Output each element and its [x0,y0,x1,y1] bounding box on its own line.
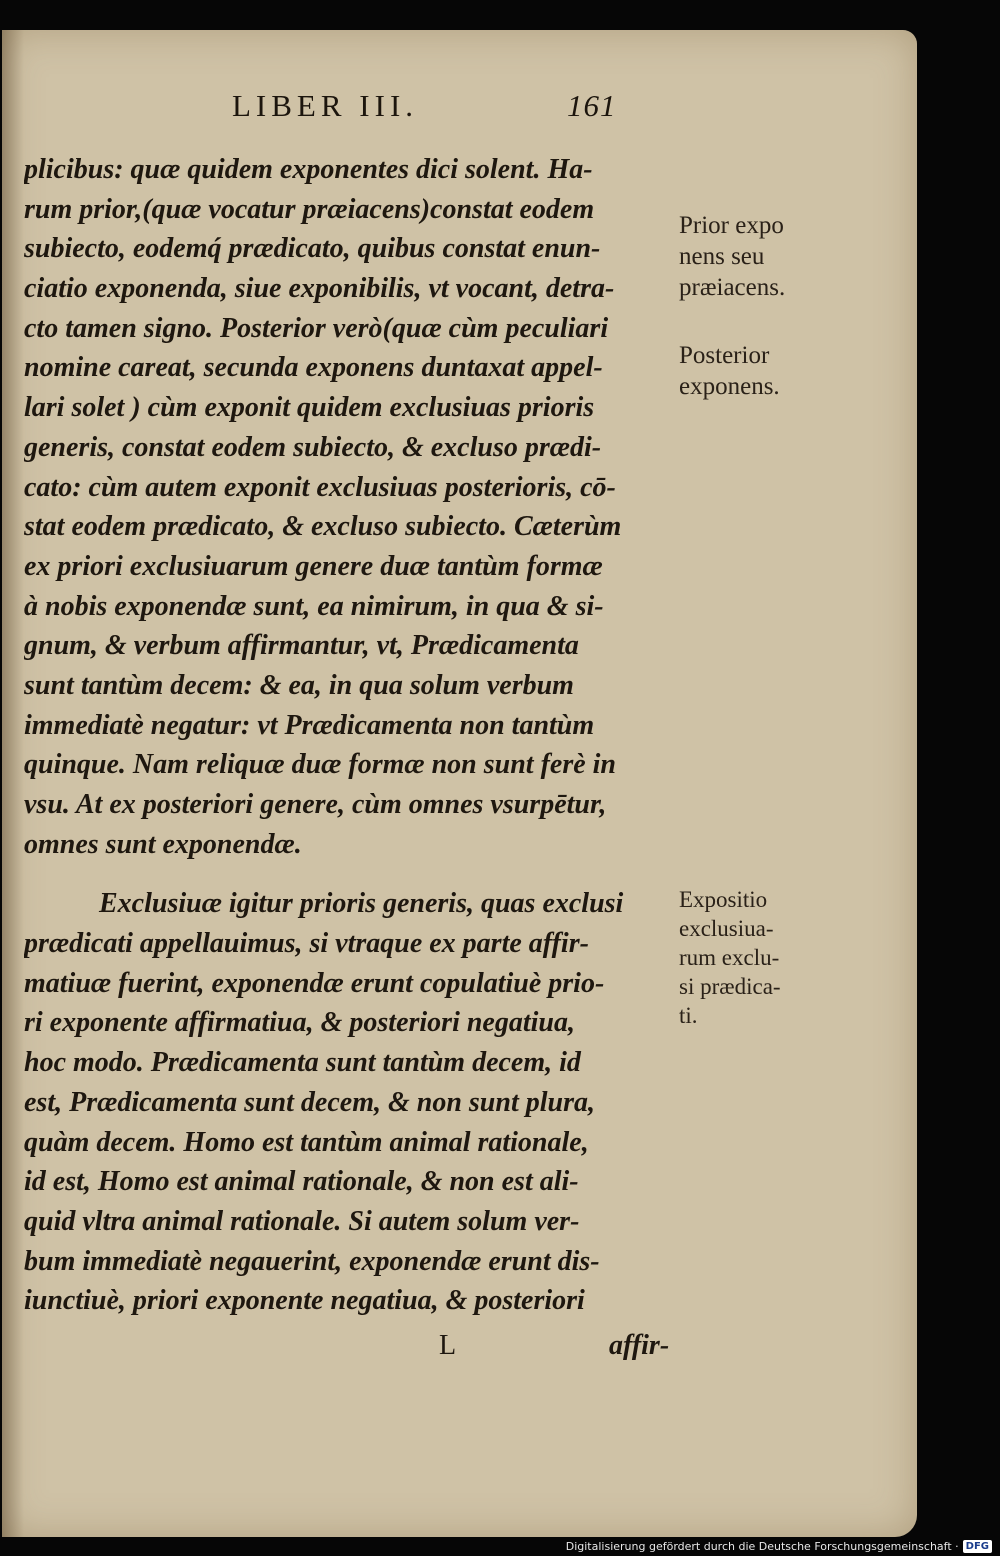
dfg-logo: DFG [963,1540,992,1553]
main-text-block [24,150,679,1321]
margin-note-line: si prædica- [679,974,781,999]
page-gutter [2,30,24,1537]
text-line: iunctiuè, priori exponente negatiua, & posteriori [24,1285,585,1317]
text-line: prædicati appellauimus, si vtraque ex parte affir- [24,928,589,960]
margin-note-line: nens seu [679,243,765,270]
page-foot [24,1330,679,1370]
text-line: à nobis exponendæ sunt, ea nimirum, in qua & si- [24,590,604,622]
text-line: gnum, & verbum affirmantur, vt, Prædicamenta [24,630,579,662]
text-line: rum prior,(quæ vocatur præiacens)constat eodem [24,193,595,225]
text-line: est, Prædicamenta sunt decem, & non sunt plura, [24,1086,595,1118]
text-line: generis, constat eodem subiecto, & excluso prædi- [24,431,602,463]
text-line: quàm decem. Homo est tantùm animal rationale, [24,1126,589,1158]
margin-note-prior-exponens [679,210,785,303]
text-line: id est, Homo est animal rationale, & non est ali- [24,1166,579,1198]
signature-mark: L [439,1330,457,1361]
credit-text: Digitalisierung gefördert durch die Deutsche Forschungsgemeinschaft · [565,1540,959,1553]
text-line: nomine careat, secunda exponens duntaxat appel- [24,352,603,384]
text-line: plicibus: quæ quidem exponentes dici solent. Ha- [24,154,593,185]
margin-note-line: Prior expo [679,212,784,239]
text-line: immediatè negatur: vt Prædicamenta non tantùm [24,709,595,741]
digitization-credit [566,1540,992,1553]
margin-note-line: exponens. [679,373,780,400]
running-header [232,88,632,128]
text-line: quinque. Nam reliquæ duæ formæ non sunt ferè in [24,749,617,781]
text-line: hoc modo. Prædicamenta sunt tantùm decem, id [24,1047,581,1079]
text-line: sunt tantùm decem: & ea, in qua solum verbum [24,669,574,701]
running-title: LIBER III. [232,88,419,123]
margin-note-posterior-exponens [679,340,780,402]
text-line: ri exponente affirmatiua, & posteriori negatiua, [24,1007,575,1039]
book-page [2,30,917,1537]
margin-note-line: Posterior [679,342,770,369]
text-line: subiecto, eodemq́ prædicato, quibus constat enun- [24,233,601,265]
text-line: quid vltra animal rationale. Si autem solum ver- [24,1205,580,1237]
catchword: affir- [609,1330,670,1361]
margin-note-expositio [679,885,781,1030]
text-line: ciatio exponenda, siue exponibilis, vt vocant, detra- [24,273,615,305]
text-line: Exclusiuæ igitur prioris generis, quas exclusi [99,888,624,920]
margin-note-line: ti. [679,1003,698,1028]
margin-note-line: præiacens. [679,274,786,301]
text-line: bum immediatè negauerint, exponendæ erunt dis- [24,1245,600,1277]
text-line: cato: cùm autem exponit exclusiuas posterioris, cō- [24,471,616,503]
text-line: matiuæ fuerint, exponendæ erunt copulatiuè prio- [24,967,605,999]
text-line: vsu. At ex posteriori genere, cùm omnes vsurpētur, [24,789,607,820]
margin-note-line: Expositio [679,887,768,912]
margin-note-line: exclusiua- [679,916,774,941]
text-line: cto tamen signo. Posterior verò(quæ cùm peculiari [24,312,609,344]
text-line: ex priori exclusiuarum genere duæ tantùm formæ [24,550,603,582]
text-line: lari solet ) cùm exponit quidem exclusiuas prioris [24,392,595,424]
paragraph-gap [24,864,679,884]
page-number: 161 [567,88,617,123]
text-line: stat eodem prædicato, & excluso subiecto. Cæterùm [24,511,622,543]
text-line: omnes sunt exponendæ. [24,828,302,860]
margin-note-line: rum exclu- [679,945,780,970]
